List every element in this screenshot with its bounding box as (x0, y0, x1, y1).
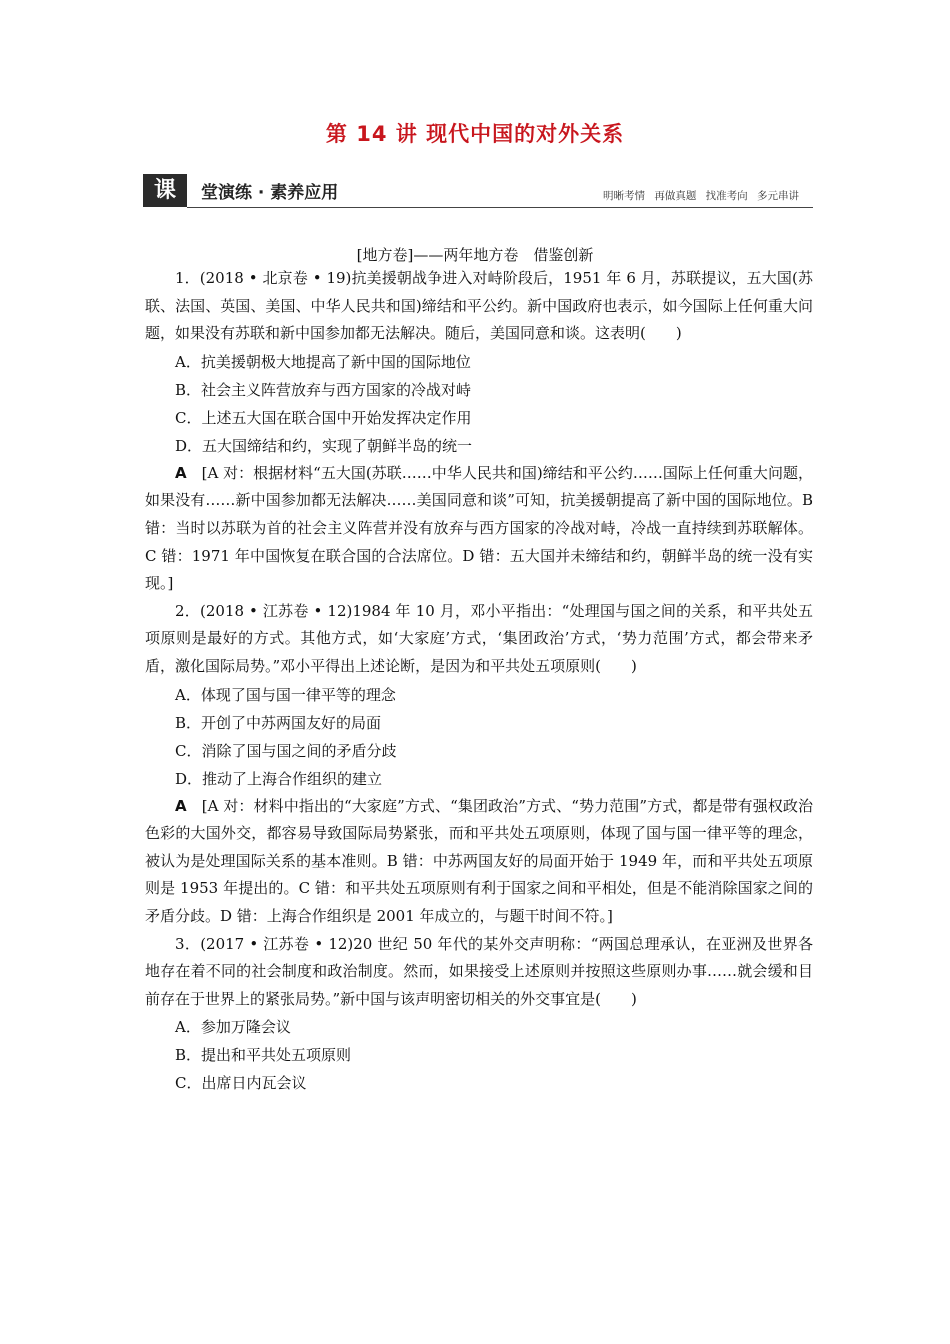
question-1-option-b: B．社会主义阵营放弃与西方国家的冷战对峙 (175, 380, 472, 399)
banner-subtitle: 堂演练 · 素养应用 (201, 183, 339, 203)
question-2-answer-letter: A (175, 796, 187, 815)
question-2-stem: 2．(2018 • 江苏卷 • 12)1984 年 10 月，邓小平指出：“处理国与国之间的关系，和平共处五项原则是最好的方式。其他方式，如‘大家庭’方式，‘集团政治’方式，‘势力范围’方式，都会带来矛盾，激化国际局势。”邓小平得出上述论断，是因为和平共处五项原则( ) (145, 601, 813, 675)
question-1-stem: 1．(2018 • 北京卷 • 19)抗美援朝战争进入对峙阶段后，1951 年 6 月，苏联提议，五大国(苏联、法国、英国、美国、中华人民共和国)缔结和平公约。新中国政府也表示，如今国际上任何重大问题，如果没有苏联和新中国参加都无法解决。随后，美国同意和谈。这表明( ) (145, 269, 813, 343)
question-1-explanation: [A 对：根据材料“五大国(苏联……中华人民共和国)缔结和平公约……国际上任何重大问题，如果没有……新中国参加都无法解决……美国同意和谈”可知，抗美援朝提高了新中国的国际地位。B 错：当时以苏联为首的社会主义阵营并没有放弃与西方国家的冷战对峙，冷战一直持续到苏联解体。C 错：1971 年中国恢复在联合国的合法席位。D 错：五大国并未缔结和约，朝鲜半岛的统一没有实现。] (145, 463, 813, 593)
question-2-option-c: C．消除了国与国之间的矛盾分歧 (175, 741, 397, 760)
page-title: 第 14 讲 现代中国的对外关系 (325, 122, 625, 146)
question-3-option-a: A．参加万隆会议 (175, 1018, 291, 1037)
question-1-option-a: A．抗美援朝极大地提高了新中国的国际地位 (175, 352, 471, 371)
banner-box-char: 课 (143, 174, 187, 207)
question-2-explanation: [A 对：材料中指出的“大家庭”方式、“集团政治”方式、“势力范围”方式，都是带有强权政治色彩的大国外交，都容易导致国际局势紧张，而和平共处五项原则，体现了国与国一律平等的理念，被认为是处理国际关系的基本准则。B 错：中苏两国友好的局面开始于 1949 年，而和平共处五项原则是 1953 年提出的。C 错：和平共处五项原则有利于国家之间和平相处，但是不能消除国家之间的矛盾分歧。D 错：上海合作组织是 2001 年成立的，与题干时间不符。] (145, 796, 813, 925)
question-3-option-b: B．提出和平共处五项原则 (175, 1046, 352, 1065)
question-3-option-c: C．出席日内瓦会议 (175, 1074, 307, 1093)
question-3-stem: 3．(2017 • 江苏卷 • 12)20 世纪 50 年代的某外交声明称：“两国总理承认，在亚洲及世界各地存在着不同的社会制度和政治制度。然而，如果接受上述原则并按照这些原则办事……就会缓和目前存在于世界上的紧张局势。”新中国与该声明密切相关的外交事宜是( ) (145, 934, 813, 1008)
question-1-option-c: C．上述五大国在联合国中开始发挥决定作用 (175, 408, 472, 427)
question-1-answer (145, 460, 813, 598)
question-2-answer (145, 793, 813, 931)
question-2-option-a: A．体现了国与国一律平等的理念 (175, 685, 396, 704)
section-banner (143, 174, 813, 210)
banner-tags: 明晰考情 再做真题 找准考向 多元串讲 (602, 190, 799, 202)
question-2-option-d: D．推动了上海合作组织的建立 (175, 769, 383, 788)
question-1-option-d: D．五大国缔结和约，实现了朝鲜半岛的统一 (175, 436, 473, 455)
question-1-answer-letter: A (175, 463, 187, 482)
question-list (145, 265, 813, 1097)
question-2-option-b: B．开创了中苏两国友好的局面 (175, 713, 382, 732)
section-heading: [地方卷]——两年地方卷 借鉴创新 (356, 246, 594, 264)
banner-underline (187, 207, 813, 208)
